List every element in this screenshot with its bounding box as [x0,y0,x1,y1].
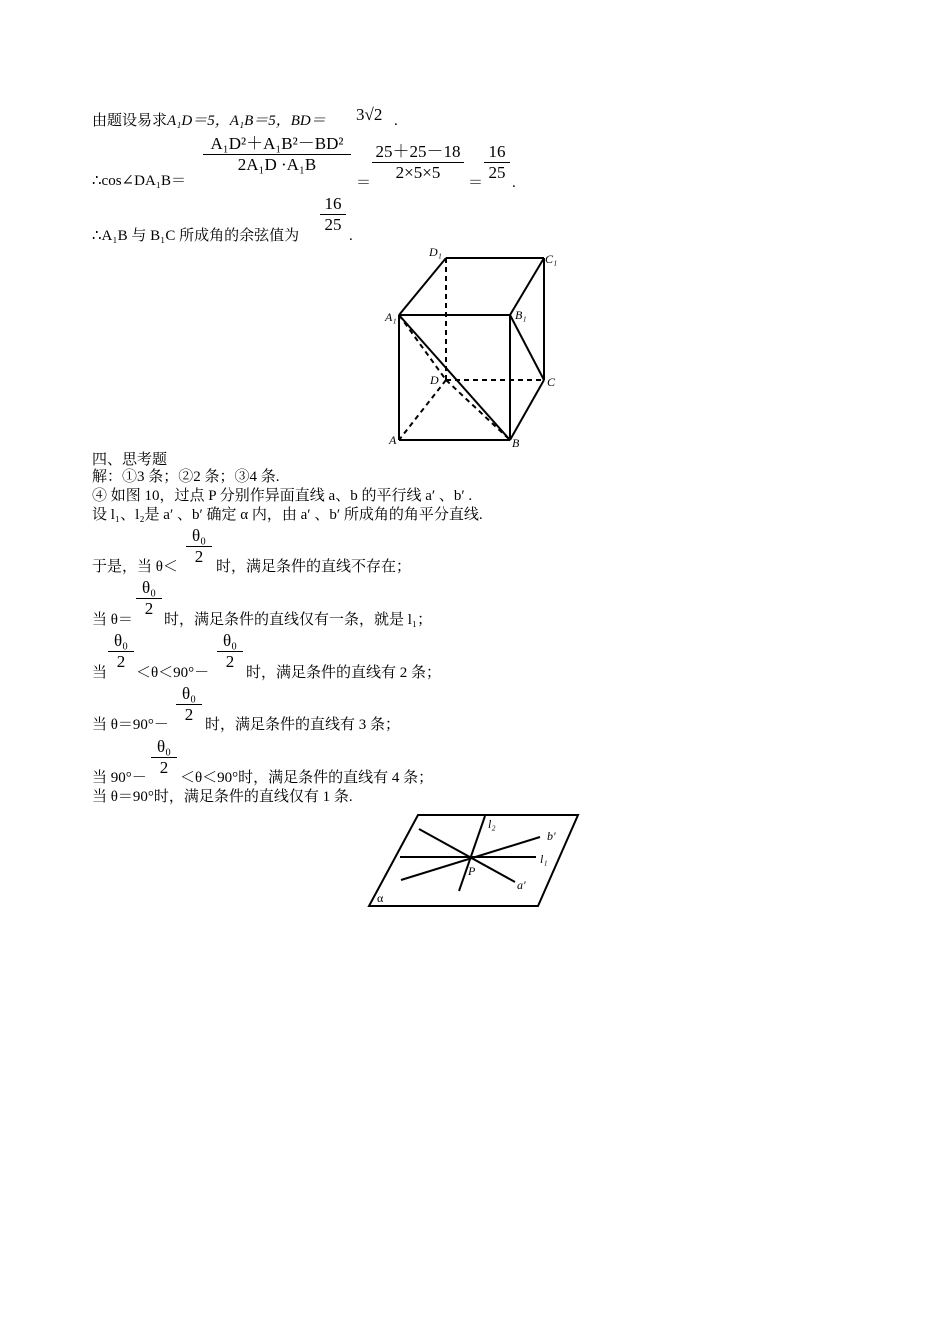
label-d: D [430,373,439,387]
theta-numerator: θ₀ [176,684,202,705]
bisector-line: 设 l₁、l₂是 a′ 、b′ 确定 α 内，由 a′ 、b′ 所成角的角平分直线. [92,507,483,523]
theta-numerator: θ₀ [136,578,162,599]
case1-post: 时，满足条件的直线不存在； [216,559,412,575]
line1-rest: A₁D＝5，A₁B＝5，BD＝ [167,113,326,129]
conclusion-fraction [320,194,346,235]
equals-1: ＝ [356,175,372,191]
label-b1: B₁ [515,308,527,322]
label-a: A [389,433,397,447]
theta-denominator: 2 [159,758,169,777]
label-p: P [468,864,476,878]
line1-prefix: 由题设易求 [92,113,168,129]
theta-half-fraction-1 [186,526,212,567]
case3-pre: 当 [92,665,108,681]
theta-denominator: 2 [194,547,204,566]
case5-post: ＜θ＜90°时，满足条件的直线有 4 条； [180,770,434,786]
calc-numerator: 25＋25－18 [372,142,464,163]
conclusion-numerator: 16 [320,194,346,215]
equals-2: ＝ [468,175,484,191]
calc-fraction [372,142,464,183]
case3-post: 时，满足条件的直线有 2 条； [246,665,442,681]
calc-denominator: 2×5×5 [395,163,441,182]
theta-numerator: θ₀ [108,631,134,652]
cos-fraction-numerator: A₁D²＋A₁B²－BD² [203,134,351,155]
result-fraction [484,142,510,183]
conclusion-denominator: 25 [324,215,342,234]
theta-half-fraction-2 [136,578,162,619]
label-c1: C₁ [545,252,558,266]
cube-figure [380,240,570,455]
case4-pre: 当 θ＝90°－ [92,717,169,733]
label-l2: l₂ [488,817,496,831]
theta-numerator: θ₀ [151,737,177,758]
conclusion-period: . [349,228,353,244]
result-numerator: 16 [484,142,510,163]
case5-pre: 当 90°－ [92,770,147,786]
label-b-prime: b′ [547,829,556,843]
answer-line: 解：①3 条；②2 条；③4 条. [92,469,280,485]
plane-figure [360,808,590,913]
line1-period: . [394,113,398,129]
theta-denominator: 2 [184,705,194,724]
theta-half-fraction-5 [176,684,202,725]
conclusion-text: ∴A₁B 与 B₁C 所成角的余弦值为 [92,228,300,244]
theta-denominator: 2 [116,652,126,671]
theta-half-fraction-3 [108,631,134,672]
theta-numerator: θ₀ [217,631,243,652]
bd-value: 3√2 [356,105,383,124]
theta-half-fraction-6 [151,737,177,778]
figure-10-line: ④ 如图 10，过点 P 分别作异面直线 a、b 的平行线 a′ 、b′ . [92,488,473,504]
cos-fraction [203,134,351,175]
theta-half-fraction-4 [217,631,243,672]
case2-post: 时，满足条件的直线仅有一条，就是 l₁； [164,612,433,628]
case1-pre: 于是，当 θ＜ [92,559,178,575]
result-denominator: 25 [488,163,506,182]
section-title: 四、思考题 [92,452,168,468]
theta-denominator: 2 [225,652,235,671]
case4-post: 时，满足条件的直线有 3 条； [205,717,401,733]
label-b: B [512,436,520,450]
label-a1: A₁ [385,310,397,324]
theta-denominator: 2 [144,599,154,618]
label-c: C [547,375,556,389]
case3-mid: ＜θ＜90°－ [136,665,210,681]
label-d1: D₁ [429,245,442,259]
case2-pre: 当 θ＝ [92,612,133,628]
label-a-prime: a′ [517,878,526,892]
label-l1: l₁ [540,852,548,866]
cos-fraction-denominator: 2A₁D ·A₁B [237,155,317,174]
case6-line: 当 θ＝90°时，满足条件的直线仅有 1 条. [92,789,353,805]
solution-line-1 [92,112,326,130]
cos-period: . [512,175,516,191]
label-alpha: α [377,891,384,905]
cos-prefix: ∴cos∠DA₁B＝ [92,173,187,189]
theta-numerator: θ₀ [186,526,212,547]
